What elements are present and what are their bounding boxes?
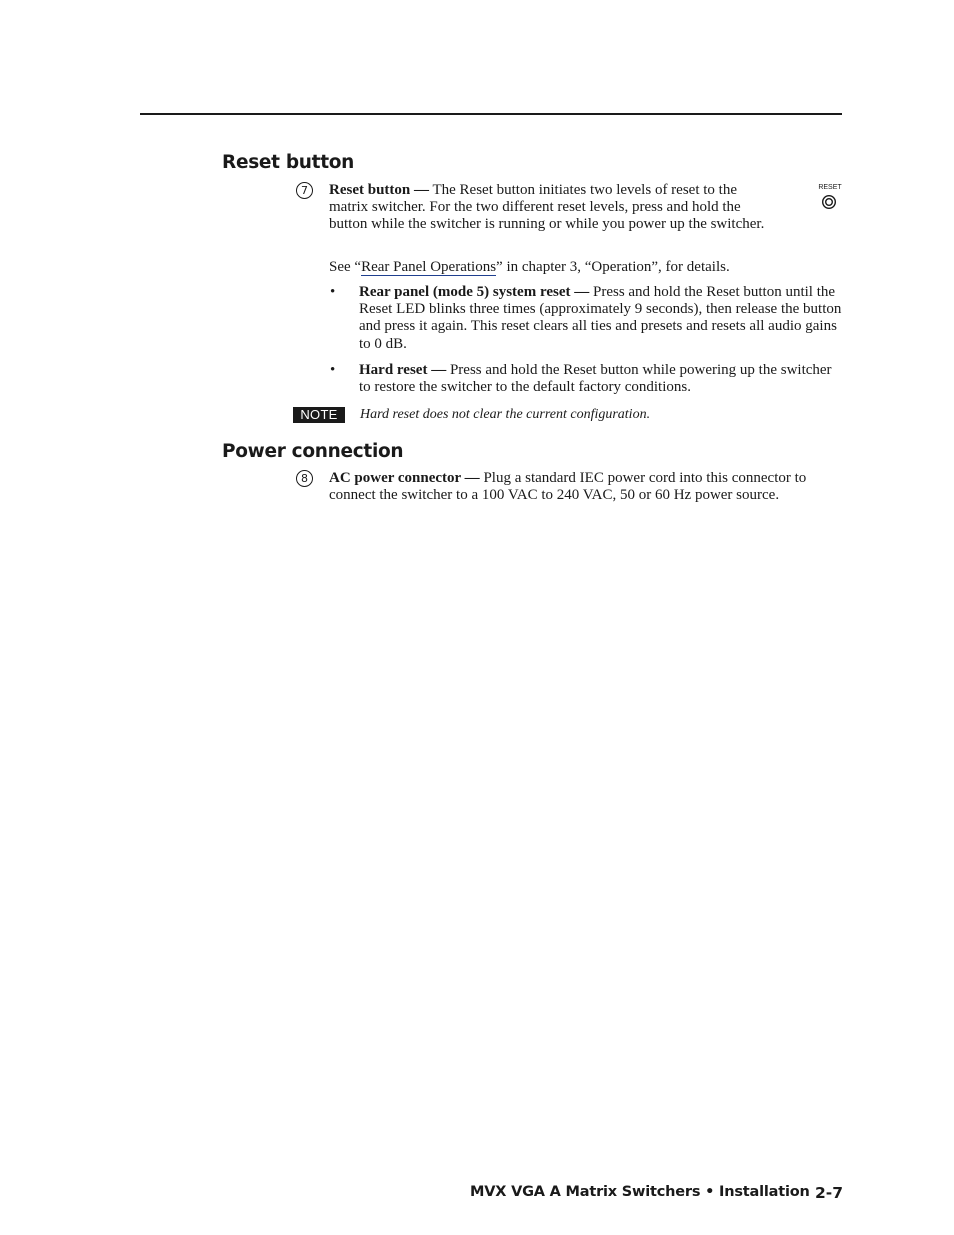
ac-power-text: Plug a standard IEC power cord into this connector to connect the switcher to a 100 VAC to 240 VAC, 50 or 60 Hz power source. [329,470,807,504]
bullet-marker: • [330,284,336,300]
ac-power-term: AC power connector — [329,470,480,486]
reset-button-description [329,182,779,234]
section-heading-power: Power connection [222,441,404,462]
page-number: 2-7 [815,1184,844,1202]
rear-panel-operations-link[interactable]: Rear Panel Operations [361,259,497,275]
bullet-system-reset [359,284,844,353]
reset-button-term: Reset button — [329,182,429,198]
note-text: Hard reset does not clear the current configuration. [360,407,651,422]
bullet-hard-reset [359,362,839,396]
header-rule [140,113,842,115]
callout-number-8: 8 [296,470,313,487]
see-reference-suffix: ” in chapter 3, “Operation”, for details. [496,259,730,275]
bullet-term: Hard reset — [359,362,447,378]
reset-button-icon [821,194,837,210]
footer-title: MVX VGA A Matrix Switchers • Installation [470,1184,810,1200]
see-reference-prefix: See “ [329,259,362,275]
callout-number-7: 7 [296,182,313,199]
bullet-text: Press and hold the Reset button until the Reset LED blinks three times (approximately 9 seconds), then release the button and press it again. This reset clears all ties and presets and resets all audio gains to 0 dB. [359,284,842,352]
bullet-marker: • [330,362,336,378]
reset-button-text: The Reset button initiates two levels of reset to the matrix switcher. For the two different reset levels, press and hold the button while the switcher is running or while you power up the switcher. [329,182,765,233]
note-badge: NOTE [293,407,345,423]
ac-power-description [329,470,847,504]
bullet-text: Press and hold the Reset button while powering up the switcher to restore the switcher to the default factory conditions. [359,362,832,396]
section-heading-reset: Reset button [222,152,355,173]
see-reference [329,259,829,276]
bullet-term: Rear panel (mode 5) system reset — [359,284,590,300]
reset-figure-label: RESET [818,184,842,191]
